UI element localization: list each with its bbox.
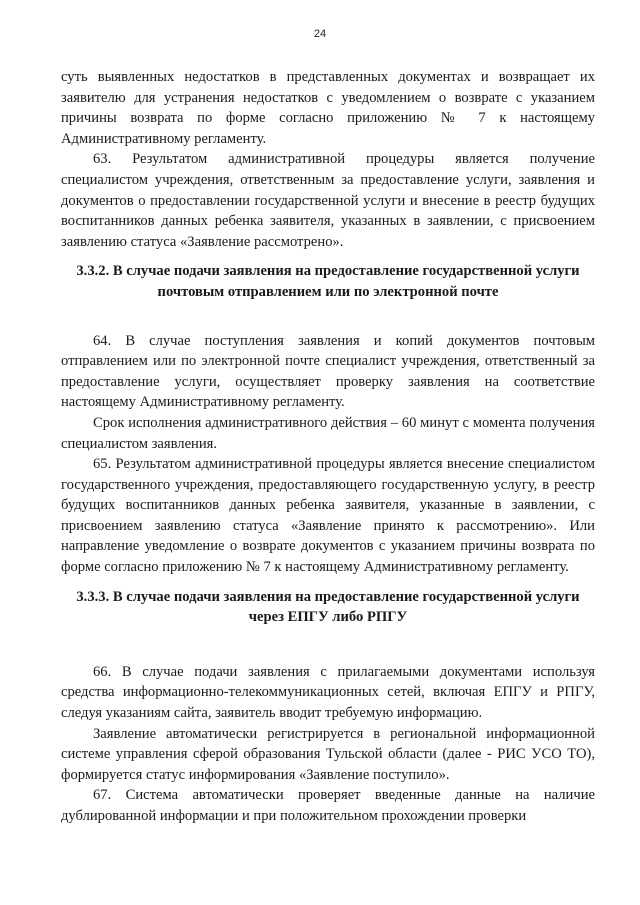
paragraph-66-registration: Заявление автоматически регистрируется в региональной информационной системе управления сферой образования Тульской области (далее - РИС УСО ТО), формируется статус информирования «Заявление поступило».: [61, 725, 595, 783]
spacer: [61, 628, 595, 662]
spacer: [61, 578, 595, 587]
paragraph-64-term: Срок исполнения административного действия – 60 минут с момента получения специалистом заявления.: [61, 414, 595, 452]
section-heading-3-3-2: 3.3.2. В случае подачи заявления на предоставление государственной услуги почтовым отправлением или по электронной почте: [76, 263, 580, 300]
paragraph-63: 63. Результатом административной процедуры является получение специалистом учреждения, ответственным за предоставление услуги, заявления и документов о предоставлении государственной услуги и внесение в реестр будущих воспитанников данных ребенка заявителя, указанных в заявлении, с присвоением заявлению статуса «Заявление рассмотрено».: [61, 151, 595, 250]
paragraph-67: 67. Система автоматически проверяет введенные данные на наличие дублированной информации и при положительном прохождении проверки: [61, 787, 595, 824]
page-number: 24: [313, 28, 327, 40]
section-heading-3-3-3: 3.3.3. В случае подачи заявления на предоставление государственной услуги через ЕПГУ либо РПГУ: [76, 588, 580, 626]
paragraph-66: 66. В случае подачи заявления с прилагаемыми документами используя средства информационно-телекоммуникационных сетей, включая ЕПГУ и РПГУ, следуя указаниям сайта, заявитель вводит требуемую информацию.: [61, 663, 595, 722]
paragraph-65: 65. Результатом административной процедуры является внесение специалистом государственного учреждения, предоставляющего государственную услугу, в реестр будущих воспитанников данных ребенка заявителя, указанные в заявлении, с присвоением заявлению статуса «Заявление принято к рассмотрению». Или направление уведомление о возврате документов с указанием причины возврата по форме согласно приложению № 7 к настоящему Административному регламенту.: [61, 456, 595, 576]
document-body: [61, 67, 595, 827]
spacer: [61, 303, 595, 331]
paragraph-intro: суть выявленных недостатков в представленных документах и возвращает их заявителю для устранения недостатков с уведомлением о возврате с указанием причины возврата по форме согласно приложению № 7 к настоящему Административному регламенту.: [61, 69, 595, 147]
spacer: [61, 252, 595, 261]
paragraph-64: 64. В случае поступления заявления и копий документов почтовым отправлением или по электронной почте специалист учреждения, ответственный за предоставление услуги, осуществляет проверку заявления на соответствие настоящему Административному регламенту.: [61, 332, 595, 411]
